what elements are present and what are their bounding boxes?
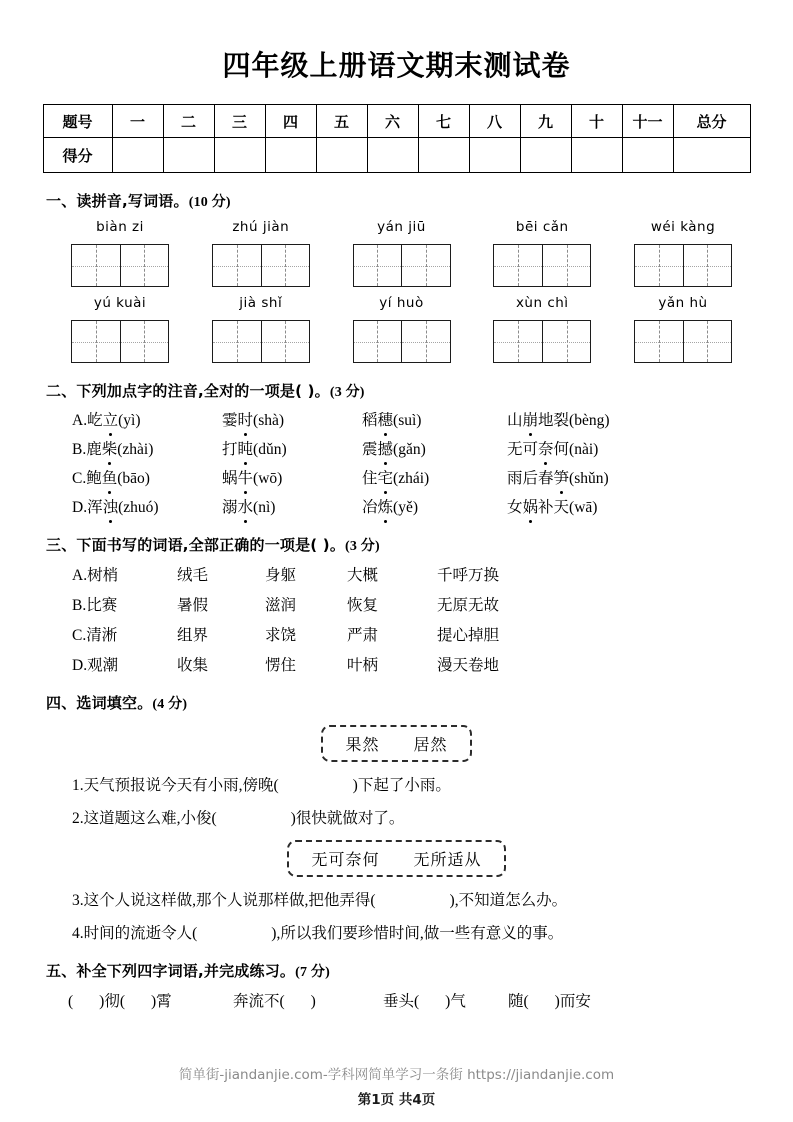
dotted-char: 娲 <box>523 495 539 517</box>
pinyin-item <box>205 295 317 363</box>
row-label-question-number: 题号 <box>43 105 112 138</box>
word-item: 提心掉胆 <box>437 627 500 644</box>
option-word-pre: 冶 <box>362 499 378 516</box>
word-option-first <box>72 653 177 675</box>
pinyin-label: wéi kàng <box>650 219 716 235</box>
tianzige-cell[interactable] <box>261 245 309 286</box>
word-item: 千呼万换 <box>437 567 500 584</box>
dotted-char: 时 <box>238 408 254 430</box>
idiom-part: )彻( <box>99 993 125 1010</box>
word-item: 无原无故 <box>437 597 500 614</box>
option-letter: D. <box>72 499 88 516</box>
word-item: 比赛 <box>86 597 118 614</box>
question-text-post: )下起了小雨。 <box>352 777 451 794</box>
tianzige-cell[interactable] <box>683 245 731 286</box>
tianzige-cell[interactable] <box>72 321 120 362</box>
table-row-question-numbers <box>43 105 750 138</box>
score-blank-4[interactable] <box>265 138 316 173</box>
option-letter: B. <box>72 441 87 458</box>
option-item <box>507 466 609 488</box>
pinyin-item <box>205 219 317 287</box>
word-option-first <box>72 563 177 585</box>
word-item: 严肃 <box>347 627 379 644</box>
option-pinyin: (bèng) <box>569 412 610 429</box>
word-bank-1-container <box>46 725 747 762</box>
word-bank-2-container <box>46 840 747 877</box>
dotted-char: 宅 <box>378 466 394 488</box>
option-item <box>362 408 507 430</box>
tianzige-cell[interactable] <box>683 321 731 362</box>
option-word-pre: 雨后春 <box>507 470 554 487</box>
score-col-11: 十一 <box>622 105 673 138</box>
page-footer <box>0 1063 793 1108</box>
option-word-pre: 无可 <box>507 441 539 458</box>
dotted-char: 牛 <box>238 466 254 488</box>
question-text-pre: 1.天气预报说今天有小雨,傍晚( <box>72 777 279 794</box>
section-four-title: 四、选词填空。 <box>46 694 153 712</box>
word-option-first <box>72 593 177 615</box>
score-col-10: 十 <box>571 105 622 138</box>
option-letter: B. <box>72 597 87 614</box>
pinyin-label: yú kuài <box>93 295 147 311</box>
row-label-score: 得分 <box>43 138 112 173</box>
option-word-pre: 打 <box>222 441 238 458</box>
idiom-part: ) <box>310 993 316 1010</box>
tianzige-grid[interactable] <box>493 244 591 287</box>
page-number: 第1页 共4页 <box>357 1092 436 1108</box>
score-blank-9[interactable] <box>520 138 571 173</box>
pinyin-item <box>64 295 176 363</box>
word-bank-2 <box>287 840 505 877</box>
dotted-char: 炼 <box>378 495 394 517</box>
option-letter: C. <box>72 627 87 644</box>
pinyin-item <box>64 219 176 287</box>
question-text-post: ),所以我们要珍惜时间,做一些有意义的事。 <box>271 925 564 942</box>
option-pinyin: (wā) <box>569 499 598 516</box>
bank-word: 果然 <box>345 737 380 754</box>
option-pinyin: (zhuó) <box>118 499 159 516</box>
tianzige-grid[interactable] <box>493 320 591 363</box>
tianzige-cell[interactable] <box>213 245 261 286</box>
word-item: 求饶 <box>265 627 297 644</box>
option-word-pre: 稻 <box>362 412 378 429</box>
pinyin-item <box>627 295 739 363</box>
section-five-title: 五、补全下列四字词语,并完成练习。 <box>46 962 296 980</box>
option-word-pre: 鲍 <box>86 470 102 487</box>
option-item <box>222 408 362 430</box>
score-table <box>43 104 751 173</box>
dotted-char: 笋 <box>554 466 570 488</box>
section-four-points: (4 分) <box>152 697 188 712</box>
idiom-item-2[interactable] <box>233 989 383 1011</box>
word-item: 组界 <box>177 627 209 644</box>
option-row-b[interactable] <box>46 437 747 459</box>
tianzige-cell[interactable] <box>354 245 402 286</box>
option-word-pre: 溺 <box>222 499 238 516</box>
fill-question-2[interactable] <box>46 806 747 828</box>
word-item: 大概 <box>347 567 379 584</box>
option-word-pre: 山 <box>507 412 523 429</box>
section-four-heading <box>46 692 747 713</box>
score-blank-1[interactable] <box>112 138 163 173</box>
option-word-pre: 鹿 <box>86 441 102 458</box>
option-word-post: 何 <box>553 441 570 458</box>
tianzige-cell[interactable] <box>542 321 590 362</box>
score-col-5: 五 <box>316 105 367 138</box>
option-pinyin: (yě) <box>393 499 418 516</box>
dotted-char: 鱼 <box>102 466 118 488</box>
option-pinyin: (bāo) <box>117 470 150 487</box>
bank-word: 无可奈何 <box>311 852 380 869</box>
tianzige-cell[interactable] <box>542 245 590 286</box>
tianzige-cell[interactable] <box>72 245 120 286</box>
table-row-scores <box>43 138 750 173</box>
score-blank-2[interactable] <box>163 138 214 173</box>
option-row-d[interactable] <box>46 495 747 517</box>
option-pinyin: (zhài) <box>117 441 154 458</box>
word-item: 清淅 <box>86 627 118 644</box>
pinyin-label: zhú jiàn <box>232 219 290 235</box>
tianzige-cell[interactable] <box>261 321 309 362</box>
tianzige-cell[interactable] <box>120 321 168 362</box>
word-option-first <box>72 623 177 645</box>
tianzige-grid[interactable] <box>71 320 169 363</box>
score-col-2: 二 <box>163 105 214 138</box>
pinyin-item <box>486 219 598 287</box>
tianzige-cell[interactable] <box>494 321 542 362</box>
pinyin-label: bēi cǎn <box>515 219 569 235</box>
word-option-row-a[interactable] <box>46 563 747 585</box>
option-word-pre: 震 <box>362 441 378 458</box>
word-item: 愣住 <box>265 657 297 674</box>
tianzige-cell[interactable] <box>635 321 683 362</box>
pinyin-label: xùn chì <box>515 295 569 311</box>
idiom-part: )而安 <box>554 993 591 1010</box>
pinyin-item <box>346 295 458 363</box>
section-two-title: 二、下列加点字的注音,全对的一项是( )。 <box>46 382 330 400</box>
section-five-points: (7 分) <box>295 965 330 980</box>
option-word-pre: 霎 <box>222 412 238 429</box>
word-item: 滋润 <box>265 597 297 614</box>
idiom-part: )气 <box>445 993 466 1010</box>
option-pinyin: (gǎn) <box>393 441 426 458</box>
pinyin-label: jià shǐ <box>239 295 283 311</box>
idiom-part: )霄 <box>151 993 172 1010</box>
option-letter: A. <box>72 412 88 429</box>
word-option-row-c[interactable] <box>46 623 747 645</box>
word-item: 身躯 <box>265 567 297 584</box>
option-label-pinyin <box>72 466 222 488</box>
option-row-a[interactable] <box>46 408 747 430</box>
score-col-4: 四 <box>265 105 316 138</box>
section-three-heading <box>46 534 747 555</box>
score-table-container <box>46 104 747 173</box>
score-blank-5[interactable] <box>316 138 367 173</box>
pinyin-label: yán jiū <box>377 219 426 235</box>
pinyin-row-1 <box>46 219 747 287</box>
score-col-8: 八 <box>469 105 520 138</box>
tianzige-cell[interactable] <box>213 321 261 362</box>
option-letter: A. <box>72 567 88 584</box>
score-col-3: 三 <box>214 105 265 138</box>
option-word-pre: 蜗 <box>222 470 238 487</box>
option-pinyin: (nì) <box>253 499 276 516</box>
word-item: 叶柄 <box>347 657 379 674</box>
tianzige-grid[interactable] <box>634 320 732 363</box>
section-two-heading <box>46 380 747 401</box>
pinyin-label: yí huò <box>379 295 424 311</box>
section-one-points: (10 分) <box>188 195 231 210</box>
score-blank-7[interactable] <box>418 138 469 173</box>
section-three-points: (3 分) <box>345 539 380 554</box>
option-word-pre: 浑 <box>87 499 103 516</box>
idiom-part: 垂头( <box>383 993 420 1010</box>
dotted-char: 柴 <box>102 437 118 459</box>
question-text-pre: 3.这个人说这样做,那个人说那样做,把他弄得( <box>72 892 376 909</box>
word-item: 恢复 <box>347 597 379 614</box>
question-text-post: ),不知道怎么办。 <box>449 892 568 909</box>
section-two-points: (3 分) <box>329 385 365 400</box>
option-item <box>362 495 507 517</box>
section-three-title: 三、下面书写的词语,全部正确的一项是( )。 <box>46 536 346 554</box>
option-pinyin: (shǔn) <box>569 470 609 487</box>
question-text-post: )很快就做对了。 <box>290 810 405 827</box>
tianzige-grid[interactable] <box>71 244 169 287</box>
option-pinyin: (dǔn) <box>253 441 287 458</box>
idiom-item-4[interactable] <box>508 989 591 1011</box>
dotted-char: 盹 <box>238 437 254 459</box>
tianzige-grid[interactable] <box>212 244 310 287</box>
score-blank-10[interactable] <box>571 138 622 173</box>
option-item <box>222 466 362 488</box>
idiom-item-1[interactable] <box>68 989 233 1011</box>
score-col-7: 七 <box>418 105 469 138</box>
option-pinyin: (shà) <box>253 412 285 429</box>
option-word-post: 地裂 <box>538 412 570 429</box>
dotted-char: 撼 <box>378 437 394 459</box>
pinyin-label: biàn zi <box>96 219 144 235</box>
section-one-heading <box>46 190 747 211</box>
question-text-pre: 2.这道题这么难,小俊( <box>72 810 217 827</box>
option-row-c[interactable] <box>46 466 747 488</box>
score-blank-total[interactable] <box>673 138 750 173</box>
tianzige-grid[interactable] <box>634 244 732 287</box>
idiom-row[interactable] <box>46 989 747 1011</box>
tianzige-grid[interactable] <box>212 320 310 363</box>
tianzige-grid[interactable] <box>353 320 451 363</box>
word-item: 树梢 <box>87 567 119 584</box>
dotted-char: 奈 <box>538 437 554 459</box>
option-pinyin: (wō) <box>253 470 283 487</box>
word-option-row-b[interactable] <box>46 593 747 615</box>
fill-question-1[interactable] <box>46 773 747 795</box>
word-option-row-d[interactable] <box>46 653 747 675</box>
section-one-title: 一、读拼音,写词语。 <box>46 192 189 210</box>
tianzige-cell[interactable] <box>120 245 168 286</box>
section-five-heading <box>46 960 747 981</box>
option-word-post: 补天 <box>538 499 570 516</box>
dotted-char: 立 <box>103 408 119 430</box>
option-label-pinyin <box>72 437 222 459</box>
score-col-1: 一 <box>112 105 163 138</box>
score-blank-6[interactable] <box>367 138 418 173</box>
score-blank-8[interactable] <box>469 138 520 173</box>
tianzige-cell[interactable] <box>635 245 683 286</box>
pinyin-label: yǎn hù <box>658 295 708 311</box>
pinyin-row-2 <box>46 295 747 363</box>
word-bank-1 <box>321 725 471 762</box>
dotted-char: 穗 <box>378 408 394 430</box>
idiom-part: 奔流不( <box>233 993 285 1010</box>
idiom-item-3[interactable] <box>383 989 508 1011</box>
tianzige-cell[interactable] <box>401 245 449 286</box>
idiom-part: 随( <box>508 993 529 1010</box>
option-item <box>362 437 507 459</box>
dotted-char: 浊 <box>103 495 119 517</box>
option-label-pinyin <box>72 495 222 517</box>
option-item <box>507 437 598 459</box>
page-title: 四年级上册语文期末测试卷 <box>222 49 571 82</box>
watermark-text: 简单街-jiandanjie.com-学科网简单学习一条街 https://jiandanjie.com <box>178 1067 615 1083</box>
option-pinyin: (zhái) <box>393 470 430 487</box>
bank-word: 居然 <box>413 737 448 754</box>
option-item <box>507 408 610 430</box>
option-word-pre: 住 <box>362 470 378 487</box>
word-item: 观潮 <box>87 657 119 674</box>
option-pinyin: (yì) <box>118 412 141 429</box>
idiom-part: ( <box>68 993 74 1010</box>
dotted-char: 水 <box>238 495 254 517</box>
option-item <box>222 495 362 517</box>
tianzige-cell[interactable] <box>354 321 402 362</box>
fill-question-3[interactable] <box>46 888 747 910</box>
word-item: 暑假 <box>177 597 209 614</box>
pinyin-item <box>627 219 739 287</box>
question-text-pre: 4.时间的流逝令人( <box>72 925 198 942</box>
option-letter: C. <box>72 470 87 487</box>
tianzige-cell[interactable] <box>401 321 449 362</box>
option-word-pre: 女 <box>507 499 523 516</box>
dotted-char: 崩 <box>523 408 539 430</box>
word-item: 绒毛 <box>177 567 209 584</box>
option-item <box>222 437 362 459</box>
option-pinyin: (nài) <box>569 441 599 458</box>
score-col-9: 九 <box>520 105 571 138</box>
score-blank-3[interactable] <box>214 138 265 173</box>
option-letter: D. <box>72 657 88 674</box>
pinyin-item <box>486 295 598 363</box>
fill-question-4[interactable] <box>46 921 747 943</box>
tianzige-cell[interactable] <box>494 245 542 286</box>
option-word-pre: 屹 <box>87 412 103 429</box>
option-item <box>507 495 597 517</box>
score-blank-11[interactable] <box>622 138 673 173</box>
pinyin-item <box>346 219 458 287</box>
tianzige-grid[interactable] <box>353 244 451 287</box>
bank-word: 无所适从 <box>413 852 482 869</box>
option-item <box>362 466 507 488</box>
score-col-total: 总分 <box>673 105 750 138</box>
word-item: 漫天卷地 <box>437 657 500 674</box>
option-label-pinyin <box>72 408 222 430</box>
word-item: 收集 <box>177 657 209 674</box>
option-pinyin: (suì) <box>393 412 422 429</box>
score-col-6: 六 <box>367 105 418 138</box>
